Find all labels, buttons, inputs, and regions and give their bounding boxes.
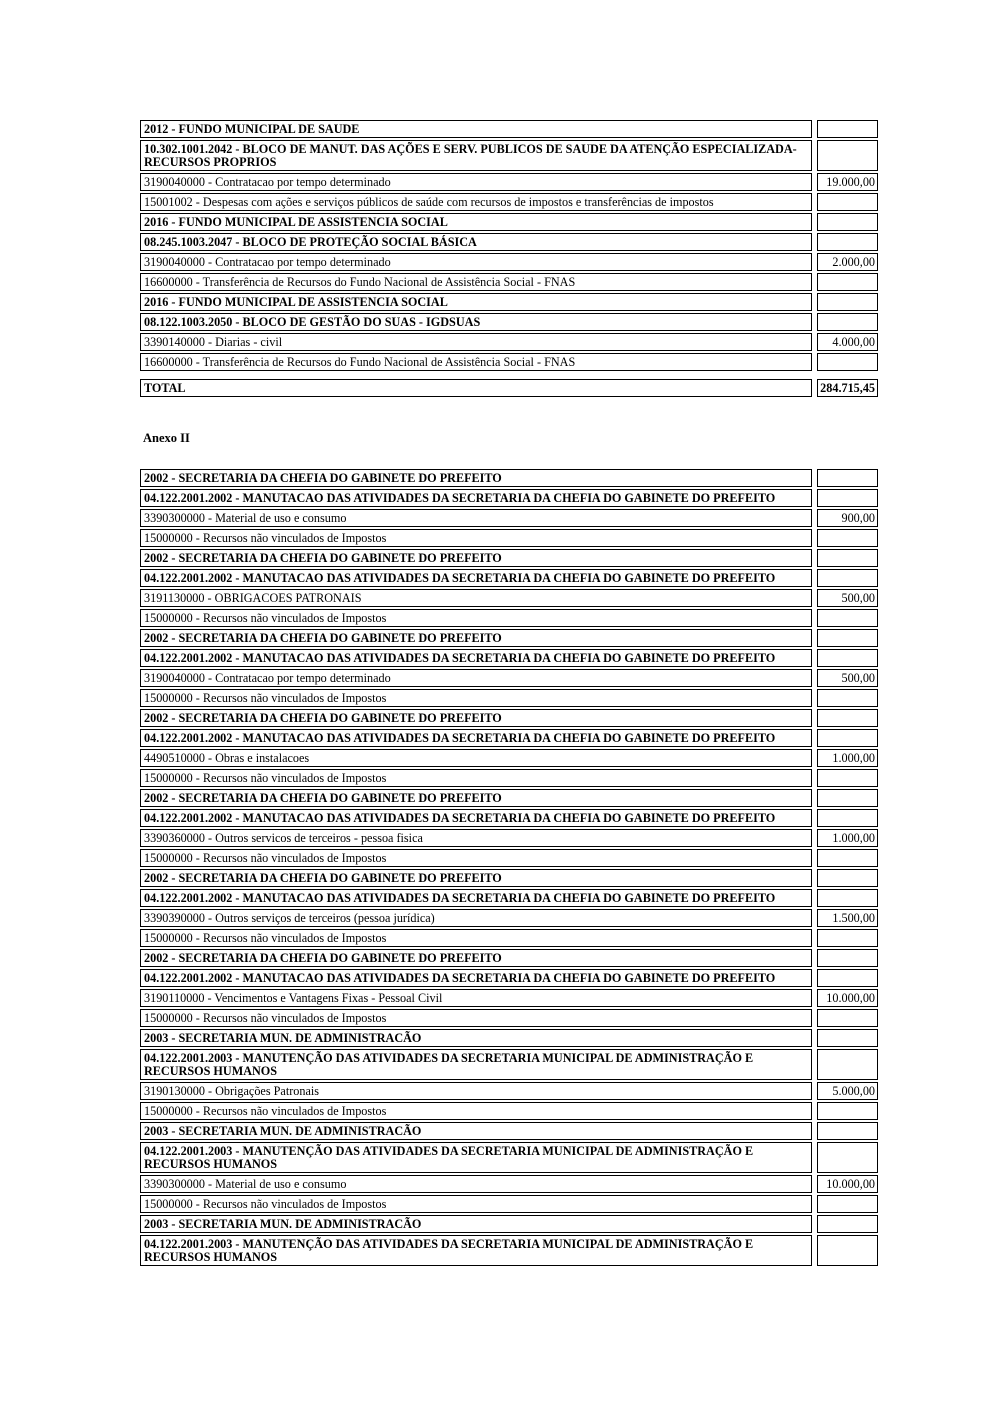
row-description: 4490510000 - Obras e instalacoes [140,749,812,767]
table-row [140,489,878,507]
row-value [817,769,878,787]
row-value [817,1102,878,1120]
table-row [140,1082,878,1100]
row-description: 08.245.1003.2047 - BLOCO DE PROTEÇÃO SOCIAL BÁSICA [140,233,812,251]
row-value [817,729,878,747]
table-row [140,1029,878,1047]
row-value [817,809,878,827]
row-description: 15000000 - Recursos não vinculados de Impostos [140,929,812,947]
row-description: 04.122.2001.2003 - MANUTENÇÃO DAS ATIVIDADES DA SECRETARIA MUNICIPAL DE ADMINISTRAÇÃO E RECURSOS HUMANOS [140,1235,812,1266]
table-row [140,929,878,947]
table-row [140,549,878,567]
table-row [140,989,878,1007]
row-value [817,969,878,987]
table-row [140,669,878,687]
table-row [140,969,878,987]
row-description: 15000000 - Recursos não vinculados de Impostos [140,849,812,867]
row-description: 04.122.2001.2002 - MANUTACAO DAS ATIVIDADES DA SECRETARIA DA CHEFIA DO GABINETE DO PREFEITO [140,569,812,587]
table-row [140,869,878,887]
row-value [817,869,878,887]
row-value [817,1235,878,1266]
row-description: 15000000 - Recursos não vinculados de Impostos [140,689,812,707]
row-value [817,489,878,507]
row-description: 3190110000 - Vencimentos e Vantagens Fixas - Pessoal Civil [140,989,812,1007]
table-row [140,273,878,291]
row-value [817,629,878,647]
row-description: 3390140000 - Diarias - civil [140,333,812,351]
total-value: 284.715,45 [817,379,878,397]
table-row [140,789,878,807]
row-description: 15000000 - Recursos não vinculados de Impostos [140,1102,812,1120]
row-value: 1.000,00 [817,749,878,767]
row-description: 2002 - SECRETARIA DA CHEFIA DO GABINETE DO PREFEITO [140,469,812,487]
row-value: 500,00 [817,669,878,687]
row-description: 04.122.2001.2002 - MANUTACAO DAS ATIVIDADES DA SECRETARIA DA CHEFIA DO GABINETE DO PREFEITO [140,729,812,747]
row-description: 2016 - FUNDO MUNICIPAL DE ASSISTENCIA SOCIAL [140,293,812,311]
table-row [140,1049,878,1080]
row-description: 04.122.2001.2002 - MANUTACAO DAS ATIVIDADES DA SECRETARIA DA CHEFIA DO GABINETE DO PREFEITO [140,969,812,987]
row-value: 10.000,00 [817,989,878,1007]
row-value [817,313,878,331]
table-row [140,589,878,607]
row-value: 10.000,00 [817,1175,878,1193]
table-row [140,849,878,867]
row-description: 16600000 - Transferência de Recursos do Fundo Nacional de Assistência Social - FNAS [140,273,812,291]
table-row [140,120,878,138]
table-row [140,1195,878,1213]
row-description: 04.122.2001.2002 - MANUTACAO DAS ATIVIDADES DA SECRETARIA DA CHEFIA DO GABINETE DO PREFEITO [140,889,812,907]
row-description: 08.122.1003.2050 - BLOCO DE GESTÃO DO SUAS - IGDSUAS [140,313,812,331]
row-description: 2002 - SECRETARIA DA CHEFIA DO GABINETE DO PREFEITO [140,629,812,647]
row-value [817,889,878,907]
row-value [817,213,878,231]
row-value [817,273,878,291]
row-value [817,469,878,487]
table-row [140,293,878,311]
row-value [817,709,878,727]
row-description: 2003 - SECRETARIA MUN. DE ADMINISTRACÃO [140,1029,812,1047]
row-description: 3190040000 - Contratacao por tempo determinado [140,253,812,271]
row-description: 04.122.2001.2003 - MANUTENÇÃO DAS ATIVIDADES DA SECRETARIA MUNICIPAL DE ADMINISTRAÇÃO E RECURSOS HUMANOS [140,1049,812,1080]
row-description: 2003 - SECRETARIA MUN. DE ADMINISTRACÃO [140,1215,812,1233]
row-description: 15000000 - Recursos não vinculados de Impostos [140,769,812,787]
table-row [140,509,878,527]
table-row [140,729,878,747]
table-row [140,749,878,767]
table-row [140,1122,878,1140]
table-row [140,173,878,191]
table-row [140,649,878,667]
row-description: 15001002 - Despesas com ações e serviços públicos de saúde com recursos de impostos e transferências de impostos [140,193,812,211]
row-description: 04.122.2001.2003 - MANUTENÇÃO DAS ATIVIDADES DA SECRETARIA MUNICIPAL DE ADMINISTRAÇÃO E RECURSOS HUMANOS [140,1142,812,1173]
row-value: 4.000,00 [817,333,878,351]
row-value [817,1142,878,1173]
row-value: 5.000,00 [817,1082,878,1100]
table-row [140,1215,878,1233]
table-row [140,689,878,707]
row-value [817,609,878,627]
row-description: 15000000 - Recursos não vinculados de Impostos [140,1009,812,1027]
table-row [140,949,878,967]
row-description: 10.302.1001.2042 - BLOCO DE MANUT. DAS AÇÕES E SERV. PUBLICOS DE SAUDE DA ATENÇÃO ESPECIALIZADA- RECURSOS PROPRIOS [140,140,812,171]
row-value [817,140,878,171]
row-value [817,233,878,251]
row-description: 16600000 - Transferência de Recursos do Fundo Nacional de Assistência Social - FNAS [140,353,812,371]
table-row [140,1102,878,1120]
row-description: 3390300000 - Material de uso e consumo [140,509,812,527]
table-row [140,333,878,351]
table-row [140,569,878,587]
table-row [140,1235,878,1266]
annex-title: Anexo II [143,431,190,445]
row-description: 3190040000 - Contratacao por tempo determinado [140,669,812,687]
row-value [817,193,878,211]
row-description: 04.122.2001.2002 - MANUTACAO DAS ATIVIDADES DA SECRETARIA DA CHEFIA DO GABINETE DO PREFEITO [140,809,812,827]
table-row [140,140,878,171]
row-description: 15000000 - Recursos não vinculados de Impostos [140,1195,812,1213]
table-row [140,829,878,847]
row-description: 2012 - FUNDO MUNICIPAL DE SAUDE [140,120,812,138]
row-value [817,789,878,807]
table-row [140,253,878,271]
row-description: 2002 - SECRETARIA DA CHEFIA DO GABINETE DO PREFEITO [140,949,812,967]
row-description: 3390300000 - Material de uso e consumo [140,1175,812,1193]
row-description: 3190040000 - Contratacao por tempo determinado [140,173,812,191]
row-value [817,1029,878,1047]
row-description: 3190130000 - Obrigações Patronais [140,1082,812,1100]
row-value [817,949,878,967]
total-label: TOTAL [140,379,812,397]
total-row [140,379,878,397]
table-row [140,469,878,487]
row-description: 3390360000 - Outros servicos de terceiros - pessoa fisica [140,829,812,847]
row-value: 1.000,00 [817,829,878,847]
row-value: 1.500,00 [817,909,878,927]
row-value [817,1215,878,1233]
row-description: 04.122.2001.2002 - MANUTACAO DAS ATIVIDADES DA SECRETARIA DA CHEFIA DO GABINETE DO PREFEITO [140,649,812,667]
table-row [140,213,878,231]
row-value: 900,00 [817,509,878,527]
table-row [140,193,878,211]
row-value [817,1195,878,1213]
row-value: 19.000,00 [817,173,878,191]
table-row [140,889,878,907]
table-row [140,1175,878,1193]
table-row [140,1142,878,1173]
row-value [817,529,878,547]
row-value [817,1049,878,1080]
row-description: 3390390000 - Outros serviços de terceiros (pessoa jurídica) [140,909,812,927]
row-value [817,569,878,587]
table-row [140,233,878,251]
row-value [817,929,878,947]
budget-table-2 [140,469,878,1268]
row-description: 2002 - SECRETARIA DA CHEFIA DO GABINETE DO PREFEITO [140,789,812,807]
row-value: 500,00 [817,589,878,607]
row-value [817,649,878,667]
table-row [140,629,878,647]
table-row [140,529,878,547]
table-row [140,769,878,787]
table-row [140,909,878,927]
row-description: 2016 - FUNDO MUNICIPAL DE ASSISTENCIA SOCIAL [140,213,812,231]
row-value [817,353,878,371]
table-row [140,809,878,827]
table-row [140,709,878,727]
row-description: 2002 - SECRETARIA DA CHEFIA DO GABINETE DO PREFEITO [140,709,812,727]
table-row [140,1009,878,1027]
row-value [817,549,878,567]
table-row [140,313,878,331]
row-value [817,120,878,138]
row-value [817,849,878,867]
row-value: 2.000,00 [817,253,878,271]
row-description: 2002 - SECRETARIA DA CHEFIA DO GABINETE DO PREFEITO [140,869,812,887]
row-description: 3191130000 - OBRIGACOES PATRONAIS [140,589,812,607]
budget-table-1 [140,120,878,399]
row-value [817,1009,878,1027]
row-description: 15000000 - Recursos não vinculados de Impostos [140,529,812,547]
row-description: 2003 - SECRETARIA MUN. DE ADMINISTRACÃO [140,1122,812,1140]
row-value [817,293,878,311]
row-description: 2002 - SECRETARIA DA CHEFIA DO GABINETE DO PREFEITO [140,549,812,567]
row-value [817,689,878,707]
table-row [140,609,878,627]
table-row [140,353,878,371]
row-value [817,1122,878,1140]
row-description: 15000000 - Recursos não vinculados de Impostos [140,609,812,627]
row-description: 04.122.2001.2002 - MANUTACAO DAS ATIVIDADES DA SECRETARIA DA CHEFIA DO GABINETE DO PREFEITO [140,489,812,507]
